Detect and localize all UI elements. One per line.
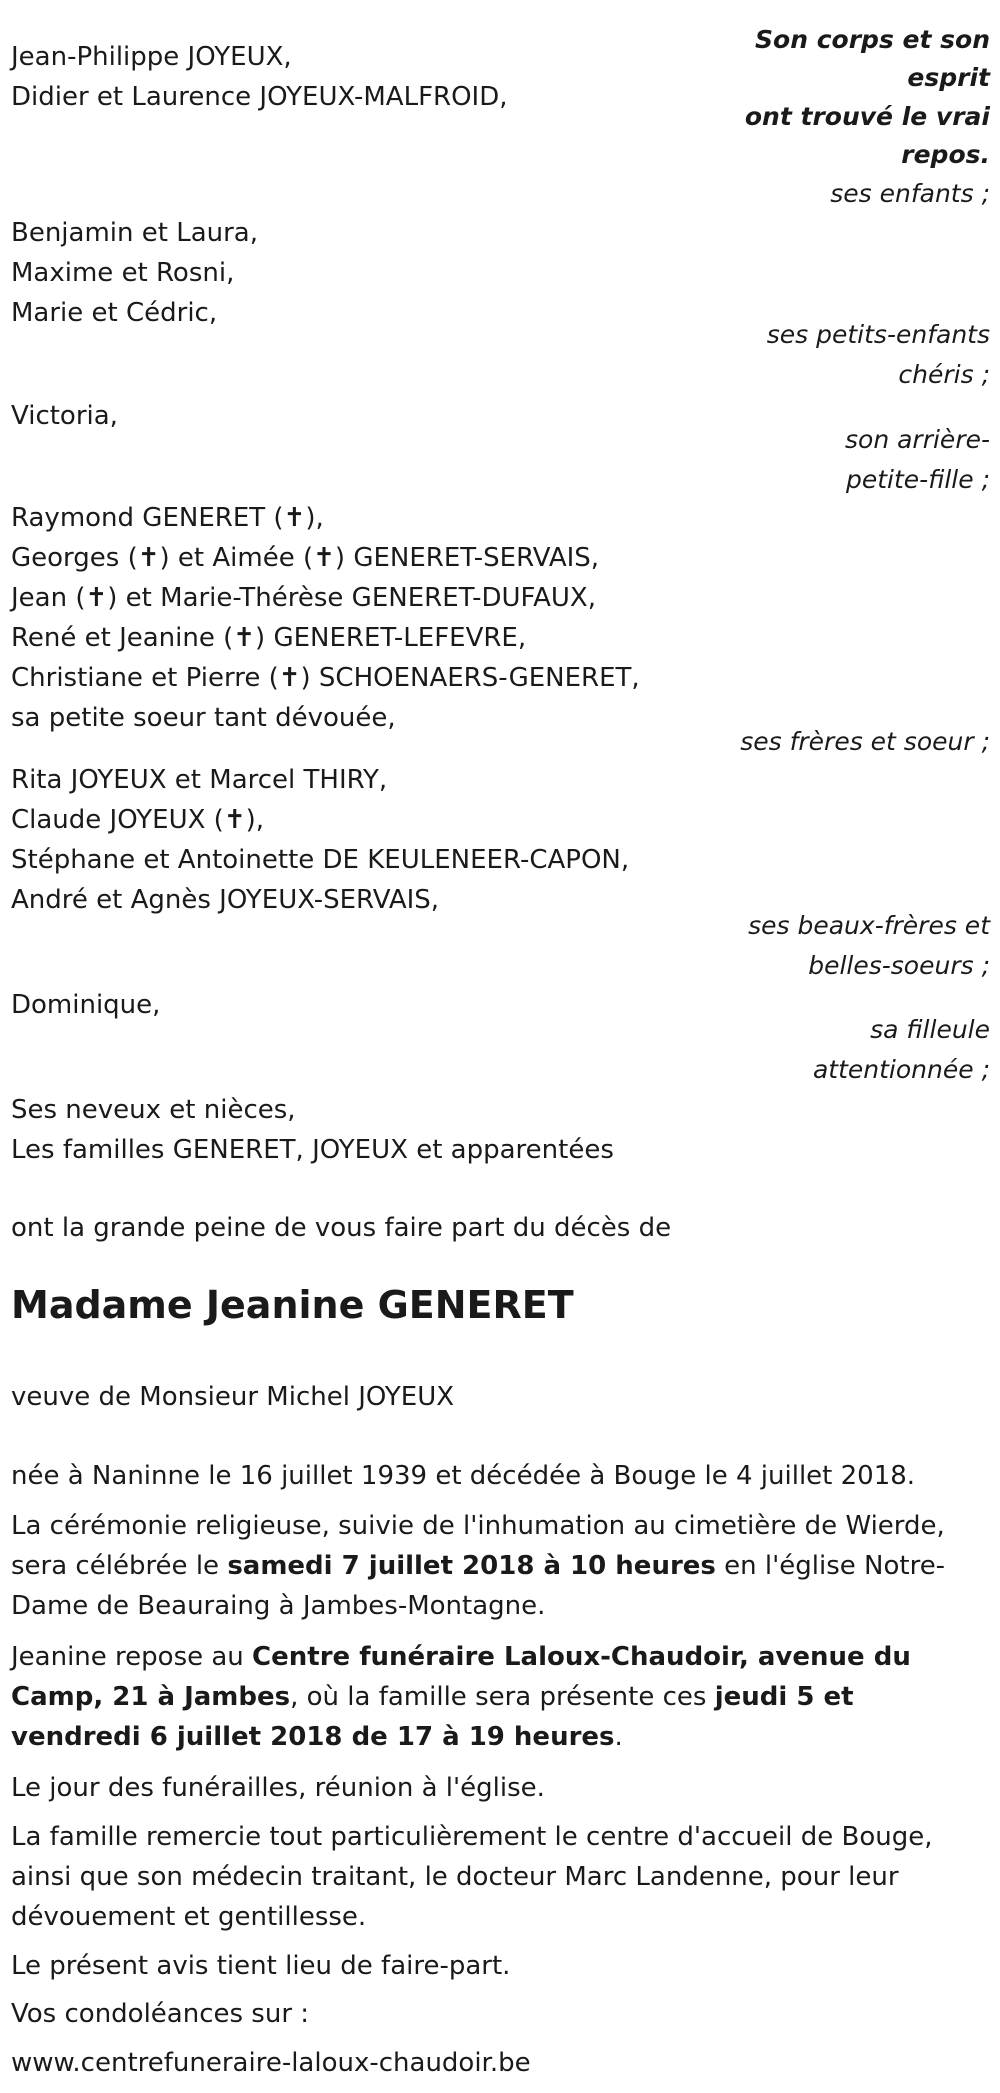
repose-text: . [614, 1722, 623, 1752]
family-name-line: Christiane et Pierre (✝) SCHOENAERS-GENERET, [11, 663, 640, 693]
ceremony-date: samedi 7 juillet 2018 à 10 heures [227, 1551, 716, 1581]
family-name-line: Dominique, [11, 990, 161, 1020]
family-name-line: Marie et Cédric, [11, 298, 218, 328]
family-name-line: Victoria, [11, 401, 118, 431]
thanks-paragraph: La famille remercie tout particulièrement le centre d'accueil de Bouge, ainsi que son médecin traitant, le docteur Marc Landenne, pour leur dévouement et gentillesse. [11, 1822, 933, 1932]
widow-line: veuve de Monsieur Michel JOYEUX [11, 1382, 455, 1412]
ceremony-paragraph [11, 1506, 991, 1626]
faire-part-line: Le présent avis tient lieu de faire-part. [11, 1951, 511, 1981]
visiting-hours: jeudi 5 et vendredi 6 juillet 2018 de 17 à 19 heures [11, 1682, 854, 1752]
reunion-line: Le jour des funérailles, réunion à l'église. [11, 1773, 545, 1803]
family-name-line: Claude JOYEUX (✝), [11, 805, 265, 835]
motto-line: esprit [907, 63, 990, 92]
relation-label: attentionnée ; [812, 1055, 990, 1084]
motto-line: repos. [901, 140, 990, 169]
family-name-line: René et Jeanine (✝) GENERET-LEFEVRE, [11, 623, 527, 653]
family-name-line: Les familles GENERET, JOYEUX et apparentées [11, 1135, 614, 1165]
ceremony-place: en l'église Notre-Dame de Beauraing à Jambes-Montagne. [11, 1551, 946, 1621]
condoleances-line: Vos condoléances sur : [11, 1999, 310, 2029]
family-name-line: Georges (✝) et Aimée (✝) GENERET-SERVAIS, [11, 543, 600, 573]
family-name-line: Jean-Philippe JOYEUX, [11, 42, 292, 72]
motto-line: ont trouvé le vrai [744, 102, 990, 131]
motto-line: Son corps et son [755, 25, 990, 54]
family-name-line: Didier et Laurence JOYEUX-MALFROID, [11, 82, 508, 112]
family-name-line: Maxime et Rosni, [11, 258, 235, 288]
repose-text: , où la famille sera présente ces [290, 1682, 715, 1712]
ceremony-text: La cérémonie religieuse, suivie de l'inhumation au cimetière de Wierde, sera célébrée le [11, 1511, 945, 1581]
website-link[interactable]: www.centrefuneraire-laloux-chaudoir.be [11, 2048, 531, 2078]
family-name-line: Ses neveux et nièces, [11, 1095, 296, 1125]
relation-label: ses petits-enfants [766, 320, 990, 349]
repose-paragraph [11, 1637, 991, 1757]
relation-label: sa filleule [870, 1015, 990, 1044]
relation-label: son arrière- [845, 425, 990, 454]
relation-label: petite-fille ; [846, 465, 990, 494]
repose-text: Jeanine repose au [11, 1642, 253, 1672]
announcement-text: ont la grande peine de vous faire part du décès de [11, 1213, 672, 1243]
funeral-home-address: Centre funéraire Laloux-Chaudoir, avenue du Camp, 21 à Jambes [11, 1642, 911, 1712]
family-name-line: sa petite soeur tant dévouée, [11, 703, 396, 733]
relation-label: chéris ; [898, 360, 990, 389]
family-name-line: Raymond GENERET (✝), [11, 503, 324, 533]
family-name-line: Benjamin et Laura, [11, 218, 258, 248]
family-name-line: André et Agnès JOYEUX-SERVAIS, [11, 885, 440, 915]
birth-death-line: née à Naninne le 16 juillet 1939 et décédée à Bouge le 4 juillet 2018. [11, 1461, 916, 1491]
relation-label: ses enfants ; [830, 179, 990, 208]
family-name-line: Stéphane et Antoinette DE KEULENEER-CAPON, [11, 845, 630, 875]
deceased-name: Madame Jeanine GENERET [11, 1283, 574, 1327]
relation-label: ses frères et soeur ; [740, 727, 990, 756]
relation-label: belles-soeurs ; [808, 951, 990, 980]
family-name-line: Rita JOYEUX et Marcel THIRY, [11, 765, 388, 795]
relation-label: ses beaux-frères et [748, 911, 990, 940]
family-name-line: Jean (✝) et Marie-Thérèse GENERET-DUFAUX, [11, 583, 597, 613]
